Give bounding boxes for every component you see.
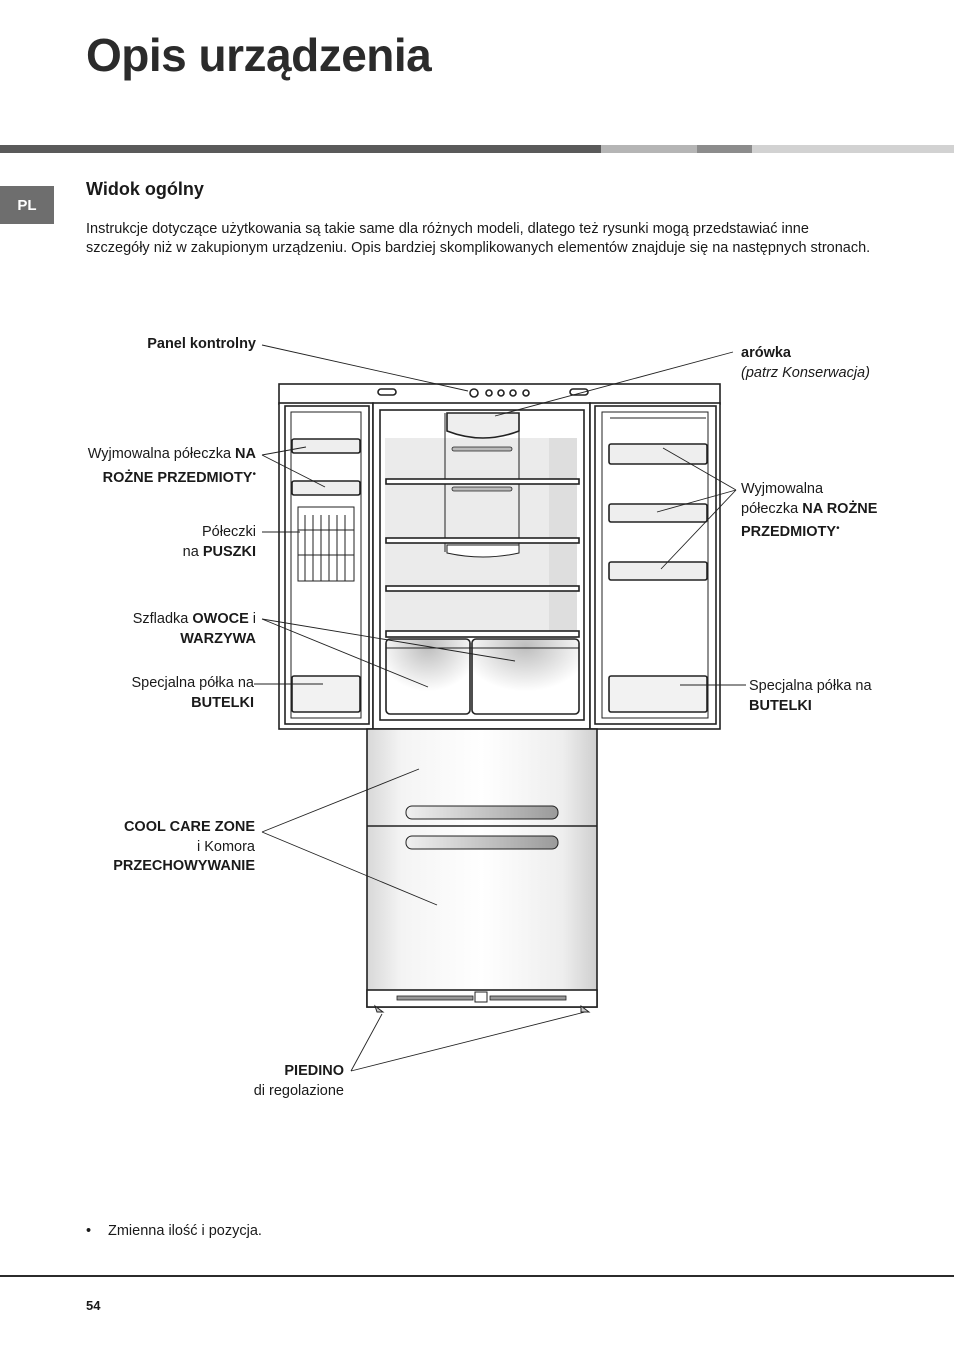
label-left-removable-shelf: Wyjmowalna półeczka NA ROŻNE PRZEDMIOTY• (87, 446, 256, 486)
intro-paragraph: Instrukcje dotyczące użytkowania są takie same dla różnych modeli, dlatego też rysunki mogą przedstawiać inne szczegóły niż w zakupionym urządzeniu. Opis bardziej skomplikowanych elementów znajduje się na następnych stronach. (86, 221, 871, 256)
footer-rule (0, 1275, 954, 1277)
footnote-text: Zmienna ilość i pozycja. (108, 1223, 262, 1239)
language-tab: PL (0, 186, 54, 224)
label-fruit-vegetable-drawer: Szfladka OWOCE i WARZYWA (132, 611, 256, 647)
left-door (279, 403, 373, 729)
label-control-panel: Panel kontrolny (147, 336, 256, 352)
footnote-bullet: • (86, 1223, 92, 1239)
label-right-removable-shelf: Wyjmowalna półeczka NA ROŻNE PRZEDMIOTY• (741, 481, 878, 540)
fridge-cavity (373, 403, 590, 729)
page-number: 54 (86, 1298, 101, 1313)
freezer-drawers (367, 729, 597, 1012)
label-adjustable-feet: PIEDINO di regolazione (253, 1063, 344, 1099)
page-title: Opis urządzenia (86, 29, 432, 81)
footnote (86, 1223, 262, 1239)
right-door (590, 403, 720, 729)
label-right-bottle-shelf: Specjalna półka na BUTELKI (749, 678, 872, 714)
label-left-bottle-shelf: Specjalna półka na BUTELKI (131, 675, 254, 711)
fridge-top-frame (279, 384, 720, 404)
label-can-shelves: Półeczki na PUSZKI (182, 524, 256, 560)
label-cool-care-zone: COOL CARE ZONE i Komora PRZECHOWYWANIE (113, 819, 255, 874)
label-light-bulb: arówka (patrz Konserwacja) (741, 345, 870, 381)
section-title: Widok ogólny (86, 179, 204, 199)
